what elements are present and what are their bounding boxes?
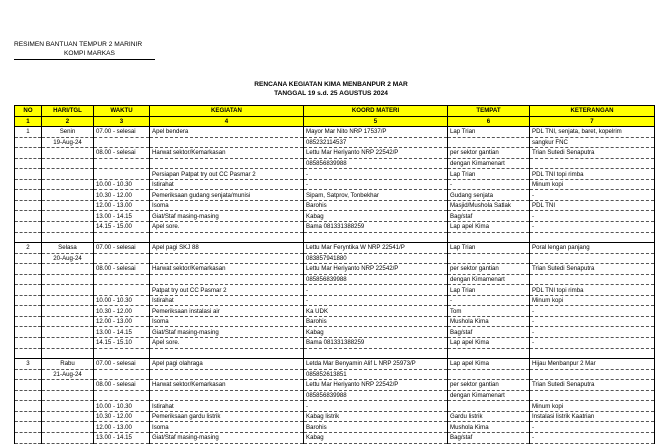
cell-coordinator: 083857941880 bbox=[304, 253, 448, 264]
table-row bbox=[15, 222, 655, 233]
cell-time: 10.00 - 10.30 bbox=[94, 401, 150, 412]
cell-time: 12.00 - 13.00 bbox=[94, 200, 150, 211]
cell-no bbox=[15, 306, 42, 317]
cell-no bbox=[15, 211, 42, 222]
cell-notes: - bbox=[530, 306, 655, 317]
cell-activity: Apel pagi olahraga bbox=[150, 359, 304, 370]
col-number: 6 bbox=[448, 116, 530, 127]
cell-activity: Apel sore. bbox=[150, 338, 304, 349]
cell-notes: PDL TNI bbox=[530, 200, 655, 211]
cell-activity: Giat/Staf masing-masing bbox=[150, 211, 304, 222]
cell-place: - bbox=[448, 295, 530, 306]
cell-activity: Harwat sektor/Kemarkasan bbox=[150, 148, 304, 159]
cell-day-date bbox=[42, 432, 94, 443]
cell-no bbox=[15, 401, 42, 412]
date-range-line: TANGGAL 19 s.d. 25 AGUSTUS 2024 bbox=[274, 89, 388, 97]
cell-notes: Trian Sutedi Senaputra bbox=[530, 148, 655, 159]
cell-time: 12.00 - 13.00 bbox=[94, 422, 150, 433]
cell-no bbox=[15, 148, 42, 159]
cell-time bbox=[94, 285, 150, 296]
cell-time: 12.00 - 13.00 bbox=[94, 316, 150, 327]
cell-place bbox=[448, 401, 530, 412]
table-row bbox=[15, 243, 655, 254]
column-number-row bbox=[15, 116, 655, 127]
cell-notes: - bbox=[530, 338, 655, 349]
table-row bbox=[15, 179, 655, 190]
cell-time: 13.00 - 14.15 bbox=[94, 211, 150, 222]
col-header-activity: KEGIATAN bbox=[150, 106, 304, 117]
cell-coordinator: 085856839988 bbox=[304, 158, 448, 169]
org-line-1: RESIMEN BANTUAN TEMPUR 2 MARINIR bbox=[14, 41, 143, 48]
cell-time bbox=[94, 169, 150, 180]
cell-day-date: 20-Aug-24 bbox=[42, 253, 94, 264]
cell-notes: sangkur FNC bbox=[530, 137, 655, 148]
table-row bbox=[15, 274, 655, 285]
cell-time: 07.00 - selesai bbox=[94, 359, 150, 370]
cell-time bbox=[94, 232, 150, 243]
cell-day-date bbox=[42, 295, 94, 306]
cell-activity: Istirahat bbox=[150, 295, 304, 306]
cell-coordinator: Kabag bbox=[304, 432, 448, 443]
table-row bbox=[15, 137, 655, 148]
cell-no bbox=[15, 316, 42, 327]
cell-notes: - bbox=[530, 190, 655, 201]
table-row bbox=[15, 200, 655, 211]
cell-coordinator: Barohis bbox=[304, 316, 448, 327]
cell-activity: Pemeriksaan gudang senjata/munisi bbox=[150, 190, 304, 201]
cell-activity bbox=[150, 158, 304, 169]
cell-place: - bbox=[448, 179, 530, 190]
cell-place: Masjid/Mushola Satlak bbox=[448, 200, 530, 211]
cell-activity: Istirahat bbox=[150, 179, 304, 190]
cell-activity: Isoma bbox=[150, 200, 304, 211]
cell-no bbox=[15, 169, 42, 180]
cell-day-date: 21-Aug-24 bbox=[42, 369, 94, 380]
cell-place: per sektor gantian bbox=[448, 148, 530, 159]
cell-time bbox=[94, 253, 150, 264]
cell-no bbox=[15, 158, 42, 169]
table-row bbox=[15, 359, 655, 370]
cell-no bbox=[15, 137, 42, 148]
cell-no bbox=[15, 200, 42, 211]
table-body bbox=[15, 127, 655, 443]
cell-activity: Pemeriksaan instalasi air bbox=[150, 306, 304, 317]
cell-coordinator: - bbox=[304, 401, 448, 412]
cell-time bbox=[94, 390, 150, 401]
cell-place: Mushola Kima bbox=[448, 422, 530, 433]
table-row bbox=[15, 348, 655, 359]
cell-coordinator: Lettu Mar Feryntika W NRP 22541/P bbox=[304, 243, 448, 254]
cell-activity bbox=[150, 137, 304, 148]
cell-no bbox=[15, 285, 42, 296]
cell-no bbox=[15, 232, 42, 243]
cell-place: Lap apel Kima bbox=[448, 222, 530, 233]
col-header-coordinator: KOORD MATERI bbox=[304, 106, 448, 117]
cell-day-date bbox=[42, 306, 94, 317]
cell-notes: PDL TNI, senjata, baret, kopelrim bbox=[530, 127, 655, 138]
schedule-table bbox=[14, 105, 655, 444]
cell-place bbox=[448, 369, 530, 380]
cell-place: Lap Trian bbox=[448, 285, 530, 296]
cell-no bbox=[15, 348, 42, 359]
cell-time: 08.00 - selesai bbox=[94, 264, 150, 275]
cell-day-date bbox=[42, 211, 94, 222]
col-number: 1 bbox=[15, 116, 42, 127]
table-row bbox=[15, 369, 655, 380]
cell-coordinator: 085856839988 bbox=[304, 274, 448, 285]
cell-day-date bbox=[42, 190, 94, 201]
cell-day-date bbox=[42, 380, 94, 391]
cell-time: 10.00 - 10.30 bbox=[94, 295, 150, 306]
cell-day-date bbox=[42, 222, 94, 233]
cell-notes: Minum kopi bbox=[530, 295, 655, 306]
cell-no bbox=[15, 369, 42, 380]
cell-coordinator: Bama 081331388259 bbox=[304, 338, 448, 349]
cell-time: 10.00 - 10.30 bbox=[94, 179, 150, 190]
cell-activity: Isoma bbox=[150, 316, 304, 327]
cell-activity: Istirahat bbox=[150, 401, 304, 412]
table-row bbox=[15, 190, 655, 201]
table-row bbox=[15, 401, 655, 412]
col-number: 3 bbox=[94, 116, 150, 127]
col-number: 2 bbox=[42, 116, 94, 127]
cell-notes: Minum kopi bbox=[530, 401, 655, 412]
cell-day-date bbox=[42, 179, 94, 190]
cell-day-date bbox=[42, 401, 94, 412]
cell-notes: - bbox=[530, 316, 655, 327]
cell-day-date bbox=[42, 232, 94, 243]
cell-notes: Minum kopi bbox=[530, 179, 655, 190]
cell-time: 14.15 - 15.00 bbox=[94, 222, 150, 233]
cell-no bbox=[15, 179, 42, 190]
cell-notes: - bbox=[530, 211, 655, 222]
cell-time bbox=[94, 158, 150, 169]
table-row bbox=[15, 316, 655, 327]
cell-notes bbox=[530, 232, 655, 243]
cell-day-date: Selasa bbox=[42, 243, 94, 254]
cell-coordinator: - bbox=[304, 295, 448, 306]
cell-day-date bbox=[42, 264, 94, 275]
table-row bbox=[15, 169, 655, 180]
cell-time: 07.00 - selesai bbox=[94, 243, 150, 254]
cell-notes: Instalasi listrik Kaatrian bbox=[530, 411, 655, 422]
cell-time: 10.30 - 12.00 bbox=[94, 190, 150, 201]
cell-no bbox=[15, 253, 42, 264]
cell-no bbox=[15, 390, 42, 401]
cell-activity bbox=[150, 348, 304, 359]
cell-place: Bag/staf bbox=[448, 432, 530, 443]
table-row bbox=[15, 127, 655, 138]
cell-activity: Apel sore. bbox=[150, 222, 304, 233]
cell-time: 13.00 - 14.15 bbox=[94, 432, 150, 443]
cell-place: Lap apel Kima bbox=[448, 359, 530, 370]
cell-place: per sektor gantian bbox=[448, 380, 530, 391]
cell-time bbox=[94, 137, 150, 148]
cell-no bbox=[15, 422, 42, 433]
cell-coordinator: 085856839988 bbox=[304, 390, 448, 401]
cell-time: 08.00 - selesai bbox=[94, 380, 150, 391]
col-header-day-date: HARI/TGL bbox=[42, 106, 94, 117]
cell-notes bbox=[530, 158, 655, 169]
cell-coordinator: Kabag listrik bbox=[304, 411, 448, 422]
cell-coordinator: Mayor Mar Nito NRP 17537/P bbox=[304, 127, 448, 138]
cell-no bbox=[15, 380, 42, 391]
table-row bbox=[15, 253, 655, 264]
cell-no: 1 bbox=[15, 127, 42, 138]
cell-place: dengan Kimamenart bbox=[448, 158, 530, 169]
cell-day-date bbox=[42, 411, 94, 422]
cell-time bbox=[94, 274, 150, 285]
cell-notes: - bbox=[530, 327, 655, 338]
cell-no bbox=[15, 338, 42, 349]
cell-no bbox=[15, 295, 42, 306]
col-header-notes: KETERANGAN bbox=[530, 106, 655, 117]
table-row bbox=[15, 380, 655, 391]
cell-activity bbox=[150, 369, 304, 380]
cell-day-date bbox=[42, 390, 94, 401]
cell-place: Bag/staf bbox=[448, 211, 530, 222]
table-row bbox=[15, 390, 655, 401]
cell-activity: Giat/Staf masing-masing bbox=[150, 432, 304, 443]
cell-place: Gardu listrik bbox=[448, 411, 530, 422]
cell-day-date bbox=[42, 338, 94, 349]
cell-time: 08.00 - selesai bbox=[94, 148, 150, 159]
table-row bbox=[15, 411, 655, 422]
cell-activity bbox=[150, 232, 304, 243]
org-line-2: KOMPI MARKAS bbox=[64, 50, 115, 57]
cell-time: 10.30 - 12.00 bbox=[94, 411, 150, 422]
cell-no: 3 bbox=[15, 359, 42, 370]
cell-no bbox=[15, 411, 42, 422]
cell-coordinator: - bbox=[304, 285, 448, 296]
cell-place bbox=[448, 253, 530, 264]
cell-notes: Trian Sutedi Senaputra bbox=[530, 264, 655, 275]
cell-day-date bbox=[42, 316, 94, 327]
table-header bbox=[15, 106, 655, 127]
cell-activity: Pemeriksaan gardu listrik bbox=[150, 411, 304, 422]
cell-time bbox=[94, 348, 150, 359]
table-row bbox=[15, 232, 655, 243]
cell-coordinator: Letda Mar Benyamin Alif L NRP 25973/P bbox=[304, 359, 448, 370]
cell-notes bbox=[530, 348, 655, 359]
cell-coordinator: Lettu Mar Heriyanto NRP 22542/P bbox=[304, 380, 448, 391]
cell-coordinator: Lettu Mar Heriyanto NRP 22542/P bbox=[304, 148, 448, 159]
cell-place: Lap Trian bbox=[448, 169, 530, 180]
table-row bbox=[15, 211, 655, 222]
cell-coordinator: - bbox=[304, 179, 448, 190]
cell-day-date bbox=[42, 348, 94, 359]
cell-place bbox=[448, 137, 530, 148]
cell-coordinator: - bbox=[304, 169, 448, 180]
document-title bbox=[0, 81, 662, 98]
cell-place: Mushola Kima bbox=[448, 316, 530, 327]
cell-place: Lap Trian bbox=[448, 243, 530, 254]
col-header-place: TEMPAT bbox=[448, 106, 530, 117]
organization-header bbox=[14, 40, 155, 60]
table-row bbox=[15, 306, 655, 317]
cell-day-date bbox=[42, 285, 94, 296]
cell-coordinator bbox=[304, 232, 448, 243]
cell-place: Bag/staf bbox=[448, 327, 530, 338]
cell-coordinator bbox=[304, 348, 448, 359]
cell-coordinator: Sipam, Satprov, Tonbekhar bbox=[304, 190, 448, 201]
col-number: 7 bbox=[530, 116, 655, 127]
cell-notes: - bbox=[530, 432, 655, 443]
cell-place: dengan Kimamenart bbox=[448, 274, 530, 285]
cell-time: 13.00 - 14.15 bbox=[94, 327, 150, 338]
cell-place bbox=[448, 232, 530, 243]
cell-activity: Patpat try out CC Pasmar 2 bbox=[150, 285, 304, 296]
cell-day-date bbox=[42, 200, 94, 211]
cell-no bbox=[15, 190, 42, 201]
cell-time: 14.15 - 15.10 bbox=[94, 338, 150, 349]
org-underline bbox=[14, 59, 155, 60]
cell-time: 07.00 - selesai bbox=[94, 127, 150, 138]
table-row bbox=[15, 158, 655, 169]
cell-place: dengan Kimamenart bbox=[448, 390, 530, 401]
cell-activity bbox=[150, 253, 304, 264]
cell-activity: Isoma bbox=[150, 422, 304, 433]
cell-day-date: Rabu bbox=[42, 359, 94, 370]
cell-notes bbox=[530, 369, 655, 380]
cell-day-date bbox=[42, 169, 94, 180]
cell-time: 10.30 - 12.00 bbox=[94, 306, 150, 317]
cell-no bbox=[15, 222, 42, 233]
cell-day-date bbox=[42, 148, 94, 159]
cell-day-date: 19-Aug-24 bbox=[42, 137, 94, 148]
col-number: 5 bbox=[304, 116, 448, 127]
cell-activity: Persiapan Patpat try out CC Pasmar 2 bbox=[150, 169, 304, 180]
cell-place: Lap apel Kima bbox=[448, 338, 530, 349]
table-row bbox=[15, 432, 655, 443]
table-row bbox=[15, 148, 655, 159]
col-header-no: NO bbox=[15, 106, 42, 117]
cell-activity bbox=[150, 390, 304, 401]
cell-activity: Apel pagi SKJ 88 bbox=[150, 243, 304, 254]
cell-activity: Apel bendera bbox=[150, 127, 304, 138]
cell-day-date bbox=[42, 327, 94, 338]
cell-coordinator: Bama 081331388259 bbox=[304, 222, 448, 233]
cell-day-date bbox=[42, 158, 94, 169]
cell-coordinator: Barohis bbox=[304, 422, 448, 433]
cell-activity bbox=[150, 274, 304, 285]
cell-activity: Harwat sektor/Kemarkasan bbox=[150, 264, 304, 275]
cell-coordinator: Kabag bbox=[304, 211, 448, 222]
cell-coordinator: Barohis bbox=[304, 200, 448, 211]
cell-place: Lap Trian bbox=[448, 127, 530, 138]
cell-activity: Giat/Staf masing-masing bbox=[150, 327, 304, 338]
cell-place: per sektor gantian bbox=[448, 264, 530, 275]
col-number: 4 bbox=[150, 116, 304, 127]
cell-notes: Hijau Menbanpur 2 Mar bbox=[530, 359, 655, 370]
cell-place bbox=[448, 348, 530, 359]
table-row bbox=[15, 295, 655, 306]
cell-no bbox=[15, 327, 42, 338]
table-row bbox=[15, 327, 655, 338]
cell-no: 2 bbox=[15, 243, 42, 254]
cell-coordinator: Kabag bbox=[304, 327, 448, 338]
cell-day-date bbox=[42, 274, 94, 285]
cell-coordinator: 085232114537 bbox=[304, 137, 448, 148]
cell-place: Tom bbox=[448, 306, 530, 317]
cell-no bbox=[15, 264, 42, 275]
cell-notes bbox=[530, 253, 655, 264]
table-row bbox=[15, 422, 655, 433]
col-header-time: WAKTU bbox=[94, 106, 150, 117]
cell-day-date bbox=[42, 422, 94, 433]
cell-notes: - bbox=[530, 222, 655, 233]
cell-place: Gudang senjata bbox=[448, 190, 530, 201]
cell-notes: - bbox=[530, 422, 655, 433]
cell-notes bbox=[530, 274, 655, 285]
cell-no bbox=[15, 274, 42, 285]
table-row bbox=[15, 338, 655, 349]
cell-coordinator: Lettu Mar Heriyanto NRP 22542/P bbox=[304, 264, 448, 275]
cell-activity: Harwat sektor/Kemarkasan bbox=[150, 380, 304, 391]
cell-coordinator: Ka UDK bbox=[304, 306, 448, 317]
cell-notes bbox=[530, 390, 655, 401]
cell-day-date: Senin bbox=[42, 127, 94, 138]
table-row bbox=[15, 285, 655, 296]
title-line: RENCANA KEGIATAN KIMA MENBANPUR 2 MAR bbox=[254, 81, 408, 88]
cell-notes: PDL TNI topi rimba bbox=[530, 169, 655, 180]
cell-time bbox=[94, 369, 150, 380]
table-row bbox=[15, 264, 655, 275]
cell-notes: PDL TNI topi rimba bbox=[530, 285, 655, 296]
cell-notes: Poral lengan panjang bbox=[530, 243, 655, 254]
cell-notes: Trian Sutedi Senaputra bbox=[530, 380, 655, 391]
cell-coordinator: 085852613851 bbox=[304, 369, 448, 380]
cell-no bbox=[15, 432, 42, 443]
column-header-row bbox=[15, 106, 655, 117]
